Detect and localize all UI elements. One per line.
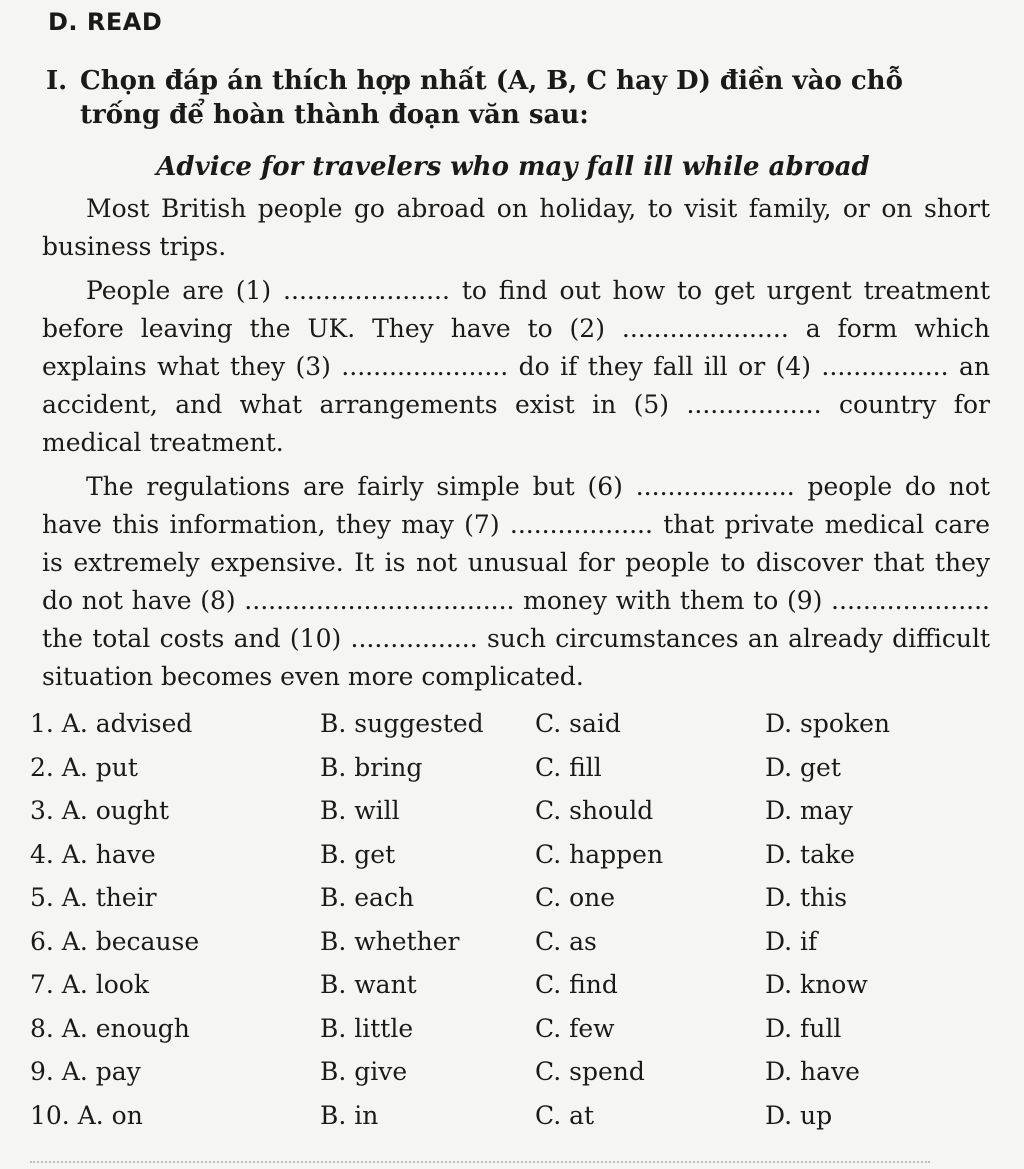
question-row — [30, 789, 990, 833]
passage-paragraph-3: The regulations are fairly simple but (6) .................... people do not have this information, they may (7) .................. that private medical care is extremely expensive. It is not unusual for people to discover that they do not have (8) .................................. money with them to (9) .................... the total costs and (10) ................ such circumstances an already difficult situation becomes even more complicated. — [42, 472, 990, 691]
question-row — [30, 746, 990, 790]
option-c: C. happen — [535, 839, 664, 869]
answer-options-list — [30, 702, 990, 1137]
option-a: 1. A. advised — [30, 709, 193, 738]
option-c: C. should — [535, 796, 654, 825]
option-d: D. know — [765, 970, 868, 999]
passage-paragraph-1: Most British people go abroad on holiday, to visit family, or on short business trips. — [42, 194, 990, 261]
section-title: D. READ — [48, 8, 163, 36]
page-cut-edge — [30, 1161, 930, 1169]
option-d: D. take — [765, 839, 855, 869]
option-c: C. spend — [535, 1057, 645, 1086]
option-a: 10. A. on — [30, 1100, 143, 1130]
question-row — [30, 920, 990, 964]
option-d: D. may — [765, 796, 853, 825]
option-d: D. up — [765, 1100, 833, 1130]
option-c: C. as — [535, 926, 597, 956]
question-row — [30, 702, 990, 746]
instruction-number: I. — [46, 66, 68, 96]
instruction-text: Chọn đáp án thích hợp nhất (A, B, C hay D) điền vào chỗ trống để hoàn thành đoạn văn sau: — [80, 66, 903, 130]
option-c: C. few — [535, 1013, 615, 1043]
option-a: 9. A. pay — [30, 1057, 141, 1086]
option-c: C. find — [535, 970, 618, 999]
question-row — [30, 833, 990, 877]
option-d: D. if — [765, 926, 818, 956]
question-row — [30, 876, 990, 920]
option-b: B. little — [320, 1013, 414, 1043]
option-a: 7. A. look — [30, 970, 149, 999]
option-c: C. fill — [535, 752, 602, 782]
option-d: D. full — [765, 1013, 842, 1043]
option-b: B. whether — [320, 926, 460, 956]
option-d: D. get — [765, 752, 841, 782]
passage-paragraph-2: People are (1) ..................... to find out how to get urgent treatment before leaving the UK. They have to (2) ..................... a form which explains what they (3) ..................... do if they fall ill or (4) ................ an accident, and what arrangements exist in (5) ................. country for medical treatment. — [42, 276, 990, 457]
option-c: C. one — [535, 883, 616, 912]
option-a: 8. A. enough — [30, 1013, 190, 1043]
option-c: C. said — [535, 709, 621, 738]
option-d: D. have — [765, 1057, 860, 1086]
option-a: 5. A. their — [30, 883, 157, 912]
option-a: 3. A. ought — [30, 796, 170, 825]
option-d: D. spoken — [765, 709, 890, 738]
option-c: C. at — [535, 1100, 595, 1130]
instruction — [46, 64, 990, 132]
option-b: B. each — [320, 883, 415, 912]
option-b: B. in — [320, 1100, 379, 1130]
option-a: 6. A. because — [30, 926, 200, 956]
question-row — [30, 1050, 990, 1094]
question-row — [30, 963, 990, 1007]
option-b: B. want — [320, 970, 417, 999]
option-a: 2. A. put — [30, 752, 138, 782]
option-b: B. bring — [320, 752, 423, 782]
option-b: B. give — [320, 1057, 408, 1086]
question-row — [30, 1007, 990, 1051]
option-b: B. suggested — [320, 709, 484, 738]
option-b: B. will — [320, 796, 400, 825]
option-d: D. this — [765, 883, 848, 912]
option-b: B. get — [320, 839, 396, 869]
question-row — [30, 1094, 990, 1138]
passage-title: Advice for travelers who may fall ill while abroad — [156, 152, 870, 182]
option-a: 4. A. have — [30, 839, 156, 869]
